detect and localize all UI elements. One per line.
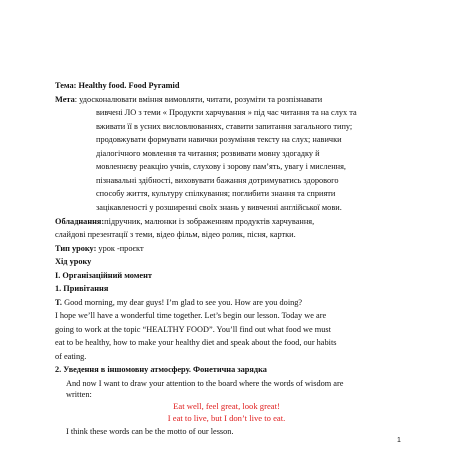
equipment-text-0: підручник, малюнки із зображенням продуктів харчування, [104, 217, 315, 226]
goal-text-2: вживати її в усних висловлюваннях, ставити запитання загального типу; [96, 122, 353, 131]
intro-text-1: written: [66, 390, 92, 399]
goal-text-1: вивчені ЛО з теми « Продукти харчування » під час читання та на слух та [96, 108, 357, 117]
topic-label: Тема: [55, 81, 77, 90]
equipment-text-1: слайдові презентації з теми, відео фільм, відео ролик, пісня, картки. [55, 230, 296, 239]
teacher-text-4: of eating. [55, 352, 87, 361]
quote-line-0: Eat well, feel great, look great! [173, 401, 280, 411]
goal-text-8: зацікавленості у розширенні своїх знань у вивченні англійської мови. [96, 203, 342, 212]
sub1-heading: 1. Привітання [55, 284, 109, 293]
teacher-text-2: going to work at the topic “HEALTHY FOOD”. You’ll find out what food we must [55, 325, 331, 334]
teacher-line-0 [55, 297, 302, 308]
goal-text-3: продовжувати формувати навички розуміння тексту на слух; навички [96, 135, 342, 144]
goal-text-5: мовленнєву реакцію учнів, слухову і зорову пам’ять, увагу і мислення, [96, 162, 346, 171]
intro-text-0: And now I want to draw your attention to the board where the words of wisdom are [66, 379, 344, 388]
quote-line-1: I eat to live, but I don’t live to eat. [167, 413, 286, 423]
lesson-type-value: урок -проєкт [96, 244, 144, 253]
teacher-text-0: Good morning, my dear guys! I’m glad to see you. How are you doing? [62, 298, 303, 307]
teacher-text-3: eat to be healthy, how to make your healthy diet and speak about the food, our habits [55, 338, 337, 347]
closing-line: I think these words can be the motto of our lesson. [66, 427, 234, 436]
goal-text-6: пізнавальні здібності, виховувати бажання дотримуватись здорового [96, 176, 339, 185]
goal-text-0: : удосконалювати вміння вимовляти, читати, розуміти та розпізнавати [74, 95, 323, 104]
goal-label: Мета [55, 95, 75, 104]
goal-text-7: способу життя, культуру спілкування; поглибити знання та сприяти [96, 189, 336, 198]
teacher-label: T. [55, 298, 62, 307]
equipment-line-0 [55, 216, 314, 227]
topic-line [55, 80, 179, 91]
lesson-type-line [55, 243, 144, 254]
lesson-type-label: Тип уроку: [55, 244, 97, 253]
page-number: 1 [397, 437, 401, 444]
equipment-label: Обладнання: [55, 217, 105, 226]
goal-line-0 [55, 94, 322, 105]
sub2-heading: 2. Уведення в іншомовну атмосферу. Фонетична зарядка [55, 365, 267, 374]
section1-heading: І. Організаційний момент [55, 271, 152, 280]
goal-text-4: діалогічного мовлення та читання; розвивати мовну здогадку й [96, 149, 320, 158]
teacher-text-1: I hope we’ll have a wonderful time together. Let’s begin our lesson. Today we are [55, 311, 327, 320]
topic-value: Healthy food. Food Pyramid [76, 81, 180, 90]
course-heading: Хід уроку [55, 257, 92, 266]
